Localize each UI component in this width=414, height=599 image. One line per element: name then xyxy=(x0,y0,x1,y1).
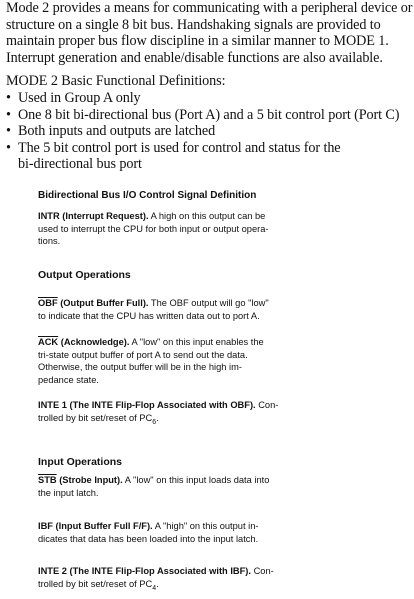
list-item-text: Both inputs and outputs are latched xyxy=(18,123,216,139)
stb-term-rest: (Strobe Input). xyxy=(56,475,123,485)
obf-term-rest: (Output Buffer Full). xyxy=(57,298,149,308)
inte2-text-end: . xyxy=(156,578,159,589)
ack-term-rest: (Acknowledge). xyxy=(58,337,130,347)
list-item xyxy=(6,107,410,124)
inte1-paragraph xyxy=(38,399,383,424)
ack-text: A "low" on this input enables the xyxy=(129,337,264,347)
ack-paragraph xyxy=(38,336,383,386)
intr-term: INTR (Interrupt Request). xyxy=(38,211,149,221)
inte2-text: Con- xyxy=(250,566,274,576)
ibf-paragraph xyxy=(38,520,383,545)
inte2-subscript: 4 xyxy=(152,584,157,592)
ibf-term: IBF (Input Buffer Full F/F). xyxy=(38,521,153,531)
obf-term: $\overline{OBF}$ xyxy=(38,298,58,308)
intr-paragraph xyxy=(38,210,383,248)
bullet-icon: • xyxy=(6,139,11,156)
signal-definition-heading: Bidirectional Bus I/O Control Signal Definition xyxy=(38,190,257,201)
bullet-icon: • xyxy=(6,106,11,123)
output-operations-heading: Output Operations xyxy=(38,269,131,281)
ack-text: Otherwise, the output buffer will be in the high im- xyxy=(38,362,242,372)
intro-line: Mode 2 provides a means for communicating with a peripheral device or xyxy=(6,0,413,16)
inte2-term: INTE 2 (The INTE Flip-Flop Associated with IBF). xyxy=(38,566,251,576)
list-item-text-continued: bi-directional bus port xyxy=(18,156,142,172)
intro-paragraph xyxy=(6,0,413,66)
stb-paragraph xyxy=(38,474,383,499)
intr-text: used to interrupt the CPU for both input or output opera- xyxy=(38,223,269,234)
obf-paragraph xyxy=(38,297,383,322)
intro-line: Interrupt generation and enable/disable functions are also available. xyxy=(6,49,383,66)
list-item xyxy=(6,140,410,173)
ibf-text: A "high" on this output in- xyxy=(152,521,259,531)
input-operations-heading: Input Operations xyxy=(38,456,122,468)
bullet-icon: • xyxy=(6,90,11,106)
list-item xyxy=(6,90,410,107)
inte2-text: trolled by bit set/reset of PC xyxy=(38,578,153,589)
obf-text: to indicate that the CPU has written data out to port A. xyxy=(38,310,260,321)
inte1-text: trolled by bit set/reset of PC xyxy=(38,412,153,423)
stb-term: $\overline{STB}$ xyxy=(38,475,57,485)
inte1-subscript: 6 xyxy=(152,418,157,426)
ack-term: $\overline{ACK}$ xyxy=(38,337,59,347)
mode2-defs-list xyxy=(6,90,410,173)
intr-text: tions. xyxy=(38,236,61,246)
ack-text: pedance state. xyxy=(38,374,99,385)
list-item-text: The 5 bit control port is used for control and status for the xyxy=(18,139,341,156)
inte1-text-end: . xyxy=(156,412,159,423)
mode2-defs-title: MODE 2 Basic Functional Definitions: xyxy=(6,73,226,89)
inte2-paragraph xyxy=(38,565,383,590)
inte1-term: INTE 1 (The INTE Flip-Flop Associated with OBF). xyxy=(38,400,256,410)
list-item-text: Used in Group A only xyxy=(18,90,141,106)
obf-text: The OBF output will go "low" xyxy=(148,298,269,308)
ibf-text: dicates that data has been loaded into the input latch. xyxy=(38,533,259,544)
stb-text: the input latch. xyxy=(38,487,99,498)
list-item xyxy=(6,123,410,140)
bullet-icon: • xyxy=(6,123,11,139)
intr-text: A high on this output can be xyxy=(148,211,266,221)
ack-text: tri-state output buffer of port A to send out the data. xyxy=(38,349,248,360)
list-item-text: One 8 bit bi-directional bus (Port A) and a 5 bit control port (Port C) xyxy=(18,106,400,123)
intro-line: maintain proper bus flow discipline in a similar manner to MODE 1. xyxy=(6,33,389,49)
intro-line: structure on a single 8 bit bus. Handshaking signals are provided to xyxy=(6,16,381,33)
inte1-text: Con- xyxy=(255,400,279,410)
stb-text: A "low" on this input loads data into xyxy=(122,475,270,485)
